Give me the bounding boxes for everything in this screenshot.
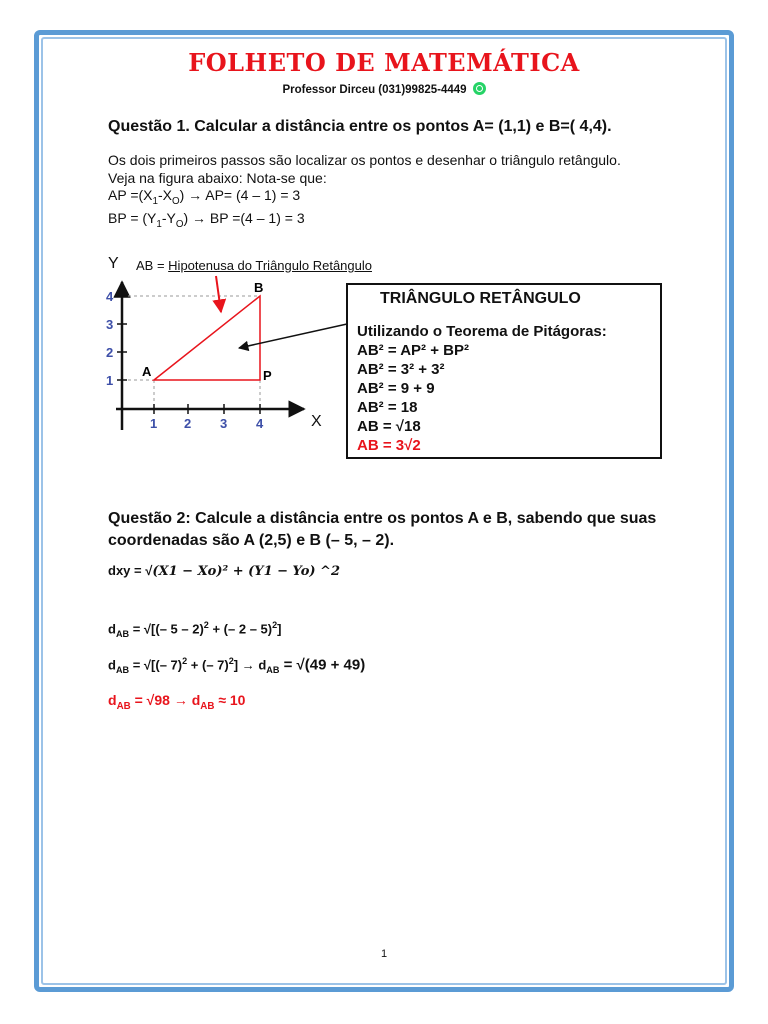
q1-ap-line: AP $=(X_1-X_O) \to AP= (4 - 1) = 3$ <box>108 187 301 207</box>
distance-step-2: $d_{AB}$ = √[(– 7)$^2$ + (– $7)^2] \to d_{AB} = √(49 + 49)$ <box>108 656 366 675</box>
distance-step-1: $d_{AB}$ = √[(– 5 – 2)$^2$ + (– 2 – 5)$^2$] <box>108 620 282 639</box>
y-axis-label: Y <box>108 255 119 272</box>
q1-line-1: Os dois primeiros passos são localizar os pontos e desenhar o triângulo retângulo. <box>108 152 621 168</box>
x-axis-label: X <box>311 413 322 430</box>
question-1-title: Questão 1. Calcular a distância entre os pontos A= (1,1) e B=( 4,4). <box>108 118 612 135</box>
pythagoras-box-title: TRIÂNGULO RETÂNGULO <box>380 290 581 307</box>
hypotenuse-note: AB = Hipotenusa do Triângulo Retângulo <box>136 258 372 273</box>
pythagoras-step-5: AB² = 18 <box>357 399 418 416</box>
x-tick-label: 2 <box>184 416 192 431</box>
x-tick-label: 1 <box>150 416 158 431</box>
point-b-label: B <box>254 280 264 295</box>
author-contact: Professor Dirceu (031)99825-4449 <box>282 84 467 96</box>
question-1-body <box>108 152 621 234</box>
box-pointer-arrow <box>239 324 347 348</box>
pythagoras-step-3: AB² = 3² + 3² <box>357 361 445 378</box>
box-pointer-svg <box>235 320 355 360</box>
y-tick-label: 2 <box>106 345 114 360</box>
distance-formula: dxy = √(X1 − Xo)² + (Y1 − Yo) ^2 <box>108 563 340 579</box>
pythagoras-step-6: AB = √18 <box>357 418 421 435</box>
point-p-label: P <box>263 368 272 383</box>
page-title: FOLHETO DE MATEMÁTICA <box>188 48 580 77</box>
q1-bp-line: BP = $(Y_1-Y_O)$ → BP =(4 – 1) = 3 <box>108 210 305 231</box>
q1-line-2: Veja na figura abaixo: Nota-se que: <box>108 169 327 186</box>
question-2-title: Questão 2: Calcule a distância entre os pontos A e B, sabendo que suas coordenadas são A (2,5) e B (– 5, – 2). <box>108 510 657 549</box>
x-tick-label: 4 <box>256 416 264 431</box>
hypotenuse-pointer-arrow <box>216 276 221 312</box>
pythagoras-step-4: AB² = 9 + 9 <box>357 380 435 397</box>
pythagoras-steps <box>357 322 607 455</box>
page-number: 1 <box>380 948 388 960</box>
distance-result: $d_{AB} = √98 \to d_{AB} \approx 10$ <box>108 692 246 712</box>
pythagoras-result: AB = 3√2 <box>357 437 421 454</box>
point-a-label: A <box>142 364 152 379</box>
y-tick-label: 3 <box>106 317 114 332</box>
pythagoras-step-2: AB² = AP² + BP² <box>357 342 469 359</box>
author-line <box>0 82 768 96</box>
x-tick-label: 3 <box>220 416 228 431</box>
y-tick-label: 4 <box>106 289 114 304</box>
whatsapp-icon <box>473 82 486 95</box>
y-tick-label: 1 <box>106 373 114 388</box>
pythagoras-step-1: Utilizando o Teorema de Pitágoras: <box>357 323 607 340</box>
